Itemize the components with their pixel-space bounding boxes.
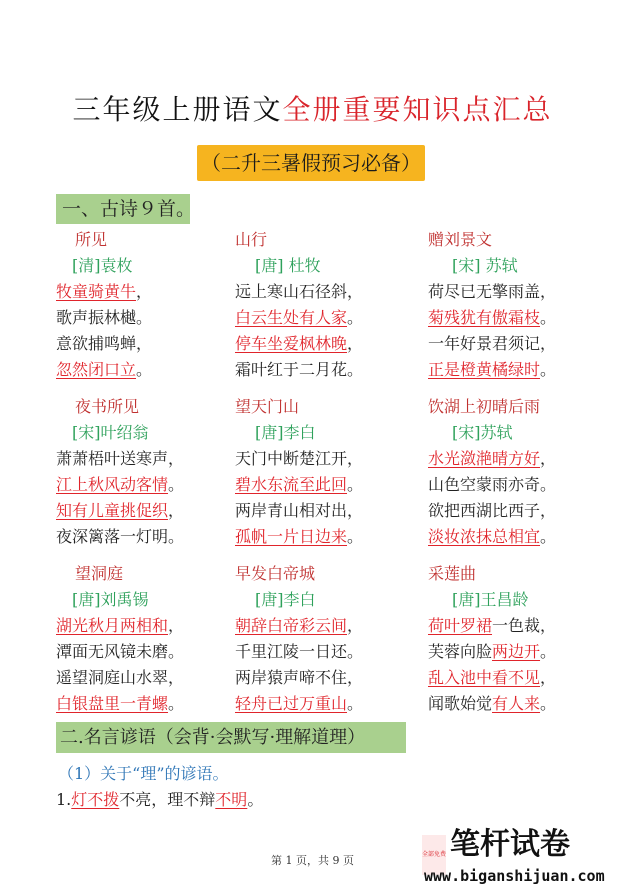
poem-author: [唐]李白 <box>255 590 316 609</box>
highlighted-text: 正是橙黄橘绿时 <box>428 360 541 379</box>
text-segment: 。 <box>540 360 557 379</box>
poem-line <box>428 498 598 524</box>
poem-line <box>428 524 598 550</box>
section-heading-poems: 一、古诗９首。 <box>56 194 190 224</box>
highlighted-text: 江上秋风动客情 <box>56 475 169 494</box>
highlighted-text: 湖光秋月两相和 <box>56 616 169 635</box>
text-segment: 山色空蒙雨亦奇。 <box>428 475 557 494</box>
poem-line <box>428 691 598 717</box>
proverb-subheading: （1）关于“理”的谚语。 <box>58 764 229 783</box>
poem-author: [清]袁枚 <box>72 256 133 275</box>
highlighted-text: 白银盘里一青螺 <box>56 694 169 713</box>
poem-line <box>235 305 405 331</box>
poem-line <box>56 498 226 524</box>
text-segment: 闻歌始觉 <box>428 694 493 713</box>
text-segment: 。 <box>540 642 557 661</box>
text-segment: 潭面无风镜未磨。 <box>56 642 185 661</box>
text-segment: 欲把西湖比西子， <box>428 501 557 520</box>
text-segment: 夜深篱落一灯明。 <box>56 527 185 546</box>
poem-line <box>56 472 226 498</box>
highlighted-text: 白云生处有人家 <box>235 308 348 327</box>
poem-line <box>235 691 405 717</box>
poem-title: 望洞庭 <box>75 564 124 583</box>
text-segment: 两岸猿声啼不住， <box>235 668 364 687</box>
watermark-logo-text: 笔杆试卷 <box>450 827 570 862</box>
text-segment: 。 <box>168 694 185 713</box>
poem-line <box>56 665 226 691</box>
highlighted-text: 灯不拨 <box>71 790 120 809</box>
subtitle-banner: （二升三暑假预习必备） <box>197 145 425 181</box>
highlighted-text: 菊残犹有傲霜枝 <box>428 308 541 327</box>
title-prefix: 三年级上册语文 <box>72 93 283 126</box>
text-segment: 1. <box>56 790 72 809</box>
poem-block <box>235 227 405 383</box>
highlighted-text: 轻舟已过万重山 <box>235 694 348 713</box>
poem-title: 采莲曲 <box>428 564 477 583</box>
poem-author: [唐]李白 <box>255 423 316 442</box>
poem-block <box>56 561 226 717</box>
poem-title: 山行 <box>235 230 268 249</box>
text-segment: 不亮，理不辩 <box>119 790 216 809</box>
text-segment: 。 <box>540 308 557 327</box>
poem-line <box>428 613 598 639</box>
poem-line <box>235 639 405 665</box>
poem-line <box>56 446 226 472</box>
poem-line <box>235 498 405 524</box>
poem-author: [唐]王昌龄 <box>452 590 529 609</box>
text-segment: ， <box>347 616 364 635</box>
poem-author: [唐] 杜牧 <box>255 256 321 275</box>
text-segment: ， <box>540 668 557 687</box>
highlighted-text: 水光潋滟晴方好 <box>428 449 541 468</box>
poem-title: 饮湖上初晴后雨 <box>428 397 541 416</box>
poem-line <box>428 357 598 383</box>
text-segment: ， <box>136 282 153 301</box>
text-segment: 霜叶红于二月花。 <box>235 360 364 379</box>
section-heading-proverbs: 二.名言谚语（会背·会默写·理解道理） <box>56 722 406 753</box>
text-segment: 天门中断楚江开， <box>235 449 364 468</box>
text-segment: 。 <box>540 527 557 546</box>
text-segment: 。 <box>347 475 364 494</box>
poem-author: [宋] 苏轼 <box>452 256 518 275</box>
text-segment: 遥望洞庭山水翠， <box>56 668 185 687</box>
highlighted-text: 孤帆一片日边来 <box>235 527 348 546</box>
text-segment: 。 <box>136 360 153 379</box>
poem-title: 早发白帝城 <box>235 564 316 583</box>
poem-line <box>56 639 226 665</box>
poem-line <box>235 446 405 472</box>
poem-block <box>235 561 405 717</box>
highlighted-text: 不明 <box>215 790 248 809</box>
highlighted-text: 朝辞白帝彩云间 <box>235 616 348 635</box>
poem-line <box>56 524 226 550</box>
poem-line <box>428 472 598 498</box>
highlighted-text: 荷叶罗裙 <box>428 616 493 635</box>
title-highlight: 全册重要知识点汇总 <box>282 93 553 126</box>
poem-block <box>56 227 245 383</box>
text-segment: ， <box>168 616 185 635</box>
text-segment: 一年好景君须记， <box>428 334 557 353</box>
text-segment: 一色裁， <box>492 616 557 635</box>
text-segment: 。 <box>347 527 364 546</box>
poem-line <box>235 357 405 383</box>
highlighted-text: 乱入池中看不见 <box>428 668 541 687</box>
text-segment: 。 <box>247 790 264 809</box>
poem-author: [宋]叶绍翁 <box>72 423 149 442</box>
highlighted-text: 碧水东流至此回 <box>235 475 348 494</box>
text-segment: 远上寒山石径斜， <box>235 282 364 301</box>
poem-line <box>235 613 405 639</box>
poem-line <box>428 639 598 665</box>
poem-line <box>56 357 245 383</box>
highlighted-text: 忽然闭口立 <box>56 360 137 379</box>
poem-block <box>428 394 598 550</box>
poem-line <box>235 524 405 550</box>
page-number: 第 1 页，共 9 页 <box>271 854 354 867</box>
text-segment: 萧萧梧叶送寒声， <box>56 449 185 468</box>
highlighted-text: 两边开 <box>492 642 541 661</box>
poem-line <box>235 665 405 691</box>
poem-line <box>428 279 598 305</box>
poem-title: 夜书所见 <box>75 397 140 416</box>
watermark-badge: 全部免费 <box>422 835 446 875</box>
text-segment: 。 <box>540 694 557 713</box>
poem-line <box>235 279 405 305</box>
highlighted-text: 有人来 <box>492 694 541 713</box>
text-segment: 歌声振林樾。 <box>56 308 153 327</box>
text-segment: 意欲捕鸣蝉， <box>56 334 153 353</box>
text-segment: ， <box>347 334 364 353</box>
text-segment: ， <box>540 449 557 468</box>
text-segment: 芙蓉向脸 <box>428 642 493 661</box>
poem-block <box>235 394 405 550</box>
poem-line <box>56 279 245 305</box>
text-segment: 荷尽已无擎雨盖， <box>428 282 557 301</box>
poem-title: 望天门山 <box>235 397 300 416</box>
poem-block <box>428 227 598 383</box>
poem-line <box>56 305 245 331</box>
poem-block <box>56 394 226 550</box>
poem-author: [宋]苏轼 <box>452 423 513 442</box>
highlighted-text: 淡妆浓抹总相宜 <box>428 527 541 546</box>
poem-line <box>428 446 598 472</box>
document-title <box>0 88 625 128</box>
poem-line <box>56 691 226 717</box>
poem-title: 赠刘景文 <box>428 230 493 249</box>
text-segment: 。 <box>168 475 185 494</box>
text-segment: 两岸青山相对出， <box>235 501 364 520</box>
highlighted-text: 牧童骑黄牛 <box>56 282 137 301</box>
poem-author: [唐]刘禹锡 <box>72 590 149 609</box>
highlighted-text: 知有儿童挑促织 <box>56 501 169 520</box>
poem-line <box>235 472 405 498</box>
highlighted-text: 停车坐爱枫林晚 <box>235 334 348 353</box>
text-segment: 。 <box>347 694 364 713</box>
poem-title: 所见 <box>75 230 108 249</box>
poem-line <box>56 331 245 357</box>
poem-line <box>56 613 226 639</box>
watermark-url: www.biganshijuan.com <box>424 867 605 885</box>
proverb-line <box>56 788 263 812</box>
text-segment: ， <box>168 501 185 520</box>
poem-line <box>235 331 405 357</box>
text-segment: 千里江陵一日还。 <box>235 642 364 661</box>
poem-block <box>428 561 598 717</box>
text-segment: 。 <box>347 308 364 327</box>
poem-line <box>428 665 598 691</box>
poem-line <box>428 331 598 357</box>
poem-line <box>428 305 598 331</box>
